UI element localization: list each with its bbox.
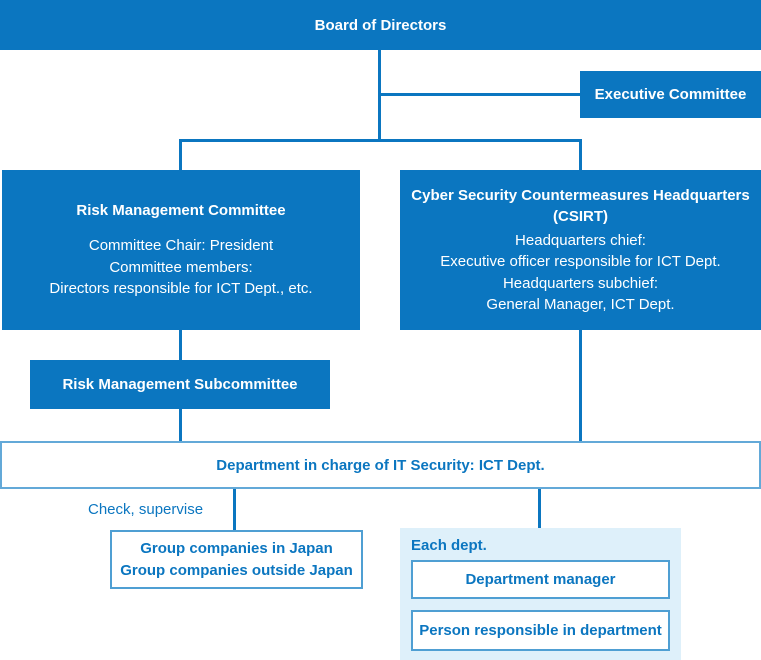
check-supervise-annotation: Check, supervise [88,501,204,518]
risk-management-subcommittee-label: Risk Management Subcommittee [62,376,298,393]
csirt-box [400,170,761,330]
risk-management-subcommittee-box [30,360,330,409]
department-manager-box [411,560,670,599]
each-dept-panel [400,528,681,660]
csirt-title: Cyber Security Countermeasures Headquarters [411,186,750,204]
connector-to-each-dept [538,489,541,528]
csirt-subtitle: (CSIRT) [553,207,608,225]
csirt-subchief-value-line: General Manager, ICT Dept. [486,296,675,313]
board-of-directors-label: Board of Directors [314,16,447,34]
person-responsible-box [411,610,670,651]
csirt-chief-label-line: Headquarters chief: [515,231,646,249]
it-security-department-box [0,441,761,489]
connector-csirt-to-department [579,330,582,441]
risk-management-committee-box [2,170,360,330]
connector-to-group-companies [233,489,236,530]
person-responsible-label: Person responsible in department [419,622,662,639]
board-of-directors-box [0,0,761,50]
group-companies-box [110,530,363,589]
executive-committee-box [580,71,761,118]
connector-to-executive-committee [379,93,580,96]
risk-committee-chair-line: Committee Chair: President [88,237,274,255]
executive-committee-label: Executive Committee [594,86,747,103]
it-security-department-label: Department in charge of IT Security: ICT Dept. [216,456,545,474]
group-companies-japan-line: Group companies in Japan [140,539,333,557]
risk-committee-members-line: Committee members: [109,258,253,276]
risk-management-committee-title: Risk Management Committee [76,202,286,220]
each-dept-label: Each dept. [411,537,487,554]
connector-branch-horizontal [179,139,582,142]
connector-drop-csirt [579,139,582,171]
risk-committee-directors-line: Directors responsible for ICT Dept., etc. [49,280,313,298]
department-manager-label: Department manager [465,571,616,588]
csirt-subchief-label-line: Headquarters subchief: [502,274,659,292]
csirt-chief-value-line: Executive officer responsible for ICT Dept. [440,253,721,270]
group-companies-outside-line: Group companies outside Japan [120,561,353,579]
connector-drop-risk-committee [179,139,182,171]
